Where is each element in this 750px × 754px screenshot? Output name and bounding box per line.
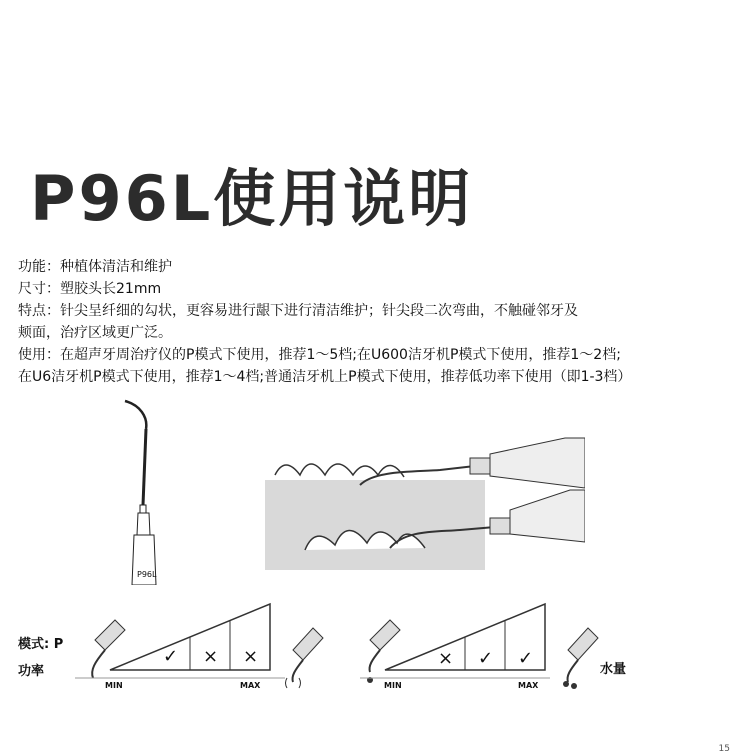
water-mark-3: ✓: [518, 648, 534, 669]
power-mark-3: ×: [243, 646, 259, 667]
water-min-label: MIN: [384, 681, 402, 690]
power-mark-2: ×: [203, 646, 219, 667]
page-title: P96L使用说明: [30, 162, 474, 235]
mode-label: 模式: P: [18, 637, 64, 652]
teeth-illustration: [265, 430, 585, 580]
tip-illustration: [110, 395, 170, 585]
power-min-label: MIN: [105, 681, 123, 690]
vibration-icon: [285, 620, 330, 690]
power-mark-1: ✓: [163, 646, 179, 667]
water-mark-1: ×: [438, 648, 454, 669]
power-max-label: MAX: [240, 681, 261, 690]
page-number: 15: [718, 744, 730, 754]
water-max-label: MAX: [518, 681, 539, 690]
tip-label: P96L: [137, 570, 157, 579]
feature-line-1: 特点：针尖呈纤细的勾状，更容易进行龈下进行清洁维护；针尖段二次弯曲，不触碰邻牙及: [18, 303, 578, 319]
usage-line-2: 在U6洁牙机P模式下使用，推荐1～4档;普通洁牙机上P模式下使用，推荐低功率下使用（即1-3档）: [18, 369, 632, 385]
size-line: 尺寸：塑胶头长21mm: [18, 281, 162, 297]
function-line: 功能：种植体清洁和维护: [18, 259, 172, 275]
power-scale: [75, 600, 285, 690]
water-drop-icon: [560, 620, 605, 690]
water-scale: [360, 600, 550, 690]
water-label: 水量: [600, 662, 627, 677]
power-label: 功率: [18, 664, 45, 679]
handpiece-icon-water: [367, 620, 400, 683]
instructions: [18, 256, 743, 388]
water-mark-2: ✓: [478, 648, 494, 669]
feature-line-2: 颊面，治疗区域更广泛。: [18, 325, 172, 341]
usage-line-1: 使用：在超声牙周治疗仪的P模式下使用，推荐1～5档;在U600洁牙机P模式下使用，推荐1～2档;: [18, 347, 621, 363]
